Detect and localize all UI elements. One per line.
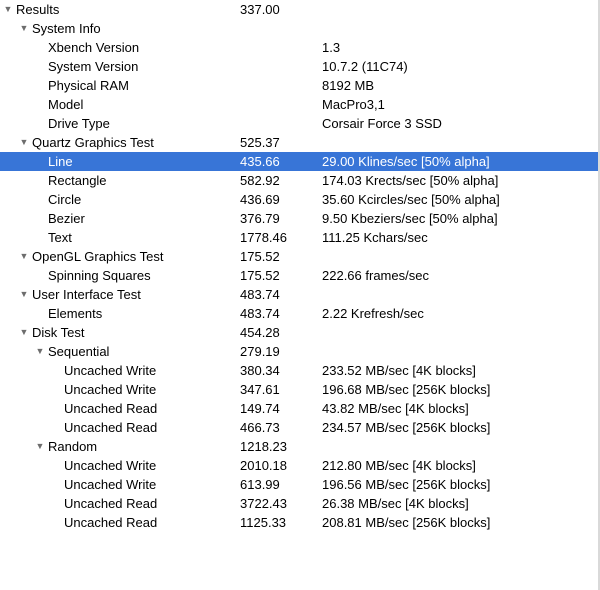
disclosure-triangle-expanded-icon[interactable]: ▼ (19, 327, 29, 337)
row-name: Bezier (48, 211, 85, 226)
row-name: Quartz Graphics Test (32, 135, 154, 150)
row-name: Uncached Read (64, 420, 158, 435)
outline-result-row[interactable] (0, 380, 598, 399)
row-score: 2010.18 (240, 458, 287, 473)
outline-group-row[interactable] (0, 323, 598, 342)
row-detail: 233.52 MB/sec [4K blocks] (322, 363, 476, 378)
row-name: Xbench Version (48, 40, 140, 55)
row-score: 380.34 (240, 363, 280, 378)
row-name: Uncached Write (64, 363, 157, 378)
row-score: 149.74 (240, 401, 280, 416)
row-detail: 1.3 (322, 40, 341, 55)
row-detail: 174.03 Krects/sec [50% alpha] (322, 173, 499, 188)
row-score: 483.74 (240, 306, 280, 321)
outline-result-row[interactable] (0, 228, 598, 247)
outline-result-row[interactable] (0, 171, 598, 190)
row-score: 436.69 (240, 192, 280, 207)
row-name: Line (48, 154, 73, 169)
outline-group-row[interactable] (0, 437, 598, 456)
row-name: Physical RAM (48, 78, 129, 93)
outline-group-row[interactable] (0, 19, 598, 38)
outline-group-row[interactable] (0, 247, 598, 266)
disclosure-triangle-expanded-icon[interactable]: ▼ (3, 4, 13, 14)
row-name: Uncached Read (64, 515, 158, 530)
outline-group-row[interactable] (0, 285, 598, 304)
row-detail: 26.38 MB/sec [4K blocks] (322, 496, 469, 511)
outline-result-row[interactable] (0, 399, 598, 418)
outline-result-row[interactable] (0, 114, 598, 133)
outline-group-row[interactable] (0, 342, 598, 361)
row-detail: 222.66 frames/sec (322, 268, 429, 283)
row-name: System Info (32, 21, 101, 36)
row-detail: 9.50 Kbeziers/sec [50% alpha] (322, 211, 498, 226)
disclosure-triangle-expanded-icon[interactable]: ▼ (35, 441, 45, 451)
row-name: Uncached Write (64, 382, 157, 397)
outline-result-row[interactable] (0, 494, 598, 513)
row-name: User Interface Test (32, 287, 141, 302)
outline-result-row[interactable] (0, 209, 598, 228)
row-detail: 8192 MB (322, 78, 375, 93)
row-detail: 196.56 MB/sec [256K blocks] (322, 477, 491, 492)
row-detail: 208.81 MB/sec [256K blocks] (322, 515, 491, 530)
row-score: 466.73 (240, 420, 280, 435)
row-score: 279.19 (240, 344, 280, 359)
row-name: Text (48, 230, 72, 245)
row-name: Uncached Write (64, 477, 157, 492)
row-name: System Version (48, 59, 139, 74)
row-score: 1778.46 (240, 230, 287, 245)
row-score: 582.92 (240, 173, 280, 188)
outline-result-row[interactable] (0, 57, 598, 76)
row-score: 613.99 (240, 477, 280, 492)
row-detail: 111.25 Kchars/sec (322, 230, 428, 245)
row-detail: Corsair Force 3 SSD (322, 116, 442, 131)
outline-result-row[interactable] (0, 456, 598, 475)
disclosure-triangle-expanded-icon[interactable]: ▼ (19, 289, 29, 299)
outline-result-row[interactable] (0, 304, 598, 323)
outline-result-row[interactable] (0, 76, 598, 95)
outline-result-row[interactable] (0, 152, 598, 171)
outline-result-row[interactable] (0, 361, 598, 380)
row-name: Rectangle (48, 173, 107, 188)
outline-result-row[interactable] (0, 190, 598, 209)
row-name: Drive Type (48, 116, 110, 131)
outline-group-row[interactable] (0, 0, 598, 19)
row-name: Results (16, 2, 60, 17)
disclosure-triangle-expanded-icon[interactable]: ▼ (35, 346, 45, 356)
row-name: Sequential (48, 344, 110, 359)
row-name: Spinning Squares (48, 268, 151, 283)
disclosure-triangle-expanded-icon[interactable]: ▼ (19, 23, 29, 33)
row-name: OpenGL Graphics Test (32, 249, 164, 264)
row-name: Circle (48, 192, 82, 207)
outline-result-row[interactable] (0, 266, 598, 285)
row-score: 435.66 (240, 154, 280, 169)
row-score: 3722.43 (240, 496, 287, 511)
outline-result-row[interactable] (0, 513, 598, 532)
row-detail: 10.7.2 (11C74) (322, 59, 408, 74)
row-score: 483.74 (240, 287, 280, 302)
row-detail: 234.57 MB/sec [256K blocks] (322, 420, 491, 435)
row-name: Random (48, 439, 98, 454)
row-score: 175.52 (240, 249, 280, 264)
outline-result-row[interactable] (0, 38, 598, 57)
row-score: 175.52 (240, 268, 280, 283)
row-score: 454.28 (240, 325, 280, 340)
row-detail: 2.22 Krefresh/sec (322, 306, 424, 321)
row-detail: 29.00 Klines/sec [50% alpha] (322, 154, 490, 169)
outline-result-row[interactable] (0, 475, 598, 494)
row-detail: 43.82 MB/sec [4K blocks] (322, 401, 469, 416)
row-detail: 35.60 Kcircles/sec [50% alpha] (322, 192, 500, 207)
row-detail: 212.80 MB/sec [4K blocks] (322, 458, 476, 473)
row-name: Uncached Write (64, 458, 157, 473)
row-name: Model (48, 97, 84, 112)
row-score: 337.00 (240, 2, 280, 17)
row-name: Elements (48, 306, 103, 321)
row-detail: 196.68 MB/sec [256K blocks] (322, 382, 491, 397)
row-score: 1218.23 (240, 439, 287, 454)
row-score: 1125.33 (240, 515, 287, 530)
disclosure-triangle-expanded-icon[interactable]: ▼ (19, 251, 29, 261)
outline-group-row[interactable] (0, 133, 598, 152)
row-score: 347.61 (240, 382, 280, 397)
row-name: Uncached Read (64, 401, 158, 416)
row-detail: MacPro3,1 (322, 97, 385, 112)
outline-result-row[interactable] (0, 418, 598, 437)
outline-result-row[interactable] (0, 95, 598, 114)
disclosure-triangle-expanded-icon[interactable]: ▼ (19, 137, 29, 147)
row-score: 376.79 (240, 211, 280, 226)
row-name: Uncached Read (64, 496, 158, 511)
row-name: Disk Test (32, 325, 85, 340)
row-score: 525.37 (240, 135, 280, 150)
